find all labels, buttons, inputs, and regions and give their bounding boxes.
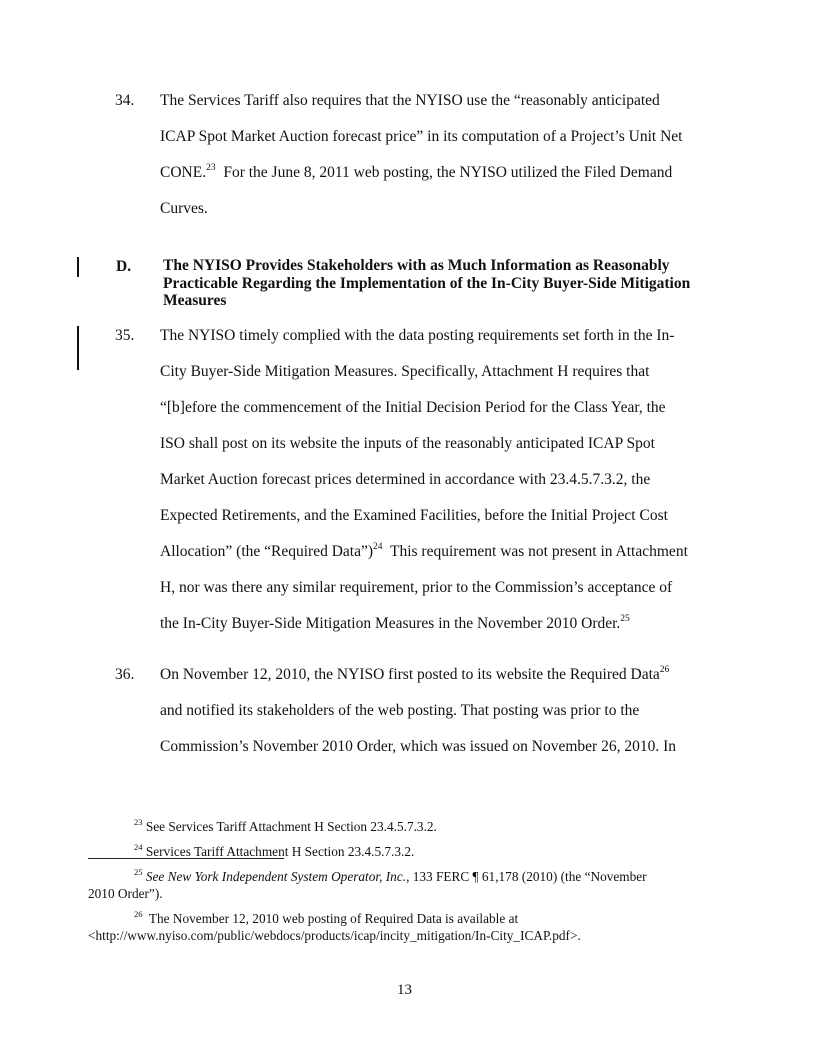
paragraph-36-line-1-text: On November 12, 2010, the NYISO first posted to its website the Required Data (160, 666, 660, 683)
footnote-23-text: See Services Tariff Attachment H Section 23.4.5.7.3.2. (142, 819, 437, 834)
footnote-ref-26: 26 (659, 664, 670, 675)
change-bar (77, 257, 79, 277)
paragraph-34-line-1: The Services Tariff also requires that the NYISO use the “reasonably anticipated (160, 92, 660, 109)
footnote-26-text: The November 12, 2010 web posting of Required Data is available at (142, 911, 519, 926)
footnote-25-text: , 133 FERC ¶ 61,178 (2010) (the “November (406, 869, 647, 884)
paragraph-35-line-1: The NYISO timely complied with the data posting requirements set forth in the In- (160, 327, 675, 344)
paragraph-34-line-3-end: For the June 8, 2011 web posting, the NYISO utilized the Filed Demand (215, 164, 673, 181)
footnote-ref-25: 25 (620, 613, 630, 624)
paragraph-36-line-1 (160, 665, 669, 685)
paragraph-35-line-9 (160, 614, 630, 634)
paragraph-35-line-5: Market Auction forecast prices determined in accordance with 23.4.5.7.3.2, the (160, 471, 651, 488)
paragraph-number-36: 36. (115, 666, 135, 683)
section-heading-d: The NYISO Provides Stakeholders with as Much Information as Reasonably Practicable Regarding the Implementation of the In-City Buyer-Side Mitigation Measures (163, 257, 691, 309)
page-number: 13 (397, 982, 412, 998)
paragraph-number-34: 34. (115, 92, 135, 109)
footnote-marker-25: 25 (134, 866, 143, 877)
paragraph-35-line-7-end: This requirement was not present in Attachment (382, 543, 688, 560)
footnote-ref-24: 24 (373, 541, 383, 552)
footnote-ref-23: 23 (206, 162, 216, 173)
paragraph-34-line-3-start: CONE. (160, 164, 207, 181)
footnote-23 (134, 816, 437, 835)
paragraph-36-line-2: and notified its stakeholders of the web posting. That posting was prior to the (160, 702, 640, 719)
footnote-marker-23: 23 (134, 816, 143, 827)
footnote-26 (134, 908, 519, 927)
footnote-24 (134, 841, 415, 860)
section-heading-letter: D. (116, 258, 132, 275)
paragraph-35-line-3: “[b]efore the commencement of the Initial Decision Period for the Class Year, the (160, 399, 666, 416)
footnote-24-text: Services Tariff Attachment H Section 23.4.5.7.3.2. (142, 844, 415, 859)
change-bar (77, 326, 79, 370)
paragraph-35-line-9-text: the In-City Buyer-Side Mitigation Measures in the November 2010 Order. (160, 615, 621, 632)
paragraph-35-line-2: City Buyer-Side Mitigation Measures. Specifically, Attachment H requires that (160, 363, 650, 380)
paragraph-number-35: 35. (115, 327, 135, 344)
footnote-26-link[interactable]: <http://www.nyiso.com/public/webdocs/products/icap/incity_mitigation/In-City_ICAP.pdf>. (88, 928, 581, 943)
paragraph-35-line-6: Expected Retirements, and the Examined Facilities, before the Initial Project Cost (160, 507, 668, 524)
paragraph-34-line-3 (160, 163, 672, 183)
paragraph-35-line-4: ISO shall post on its website the inputs of the reasonably anticipated ICAP Spot (160, 435, 655, 452)
paragraph-35-line-7-start: Allocation” (the “Required Data”) (160, 543, 374, 560)
paragraph-34-line-4: Curves. (160, 200, 208, 217)
paragraph-36-line-3: Commission’s November 2010 Order, which was issued on November 26, 2010. In (160, 738, 676, 755)
paragraph-35-line-8: H, nor was there any similar requirement, prior to the Commission’s acceptance of (160, 579, 673, 596)
footnote-25-case-name: See New York Independent System Operator, Inc. (142, 869, 407, 884)
footnote-marker-24: 24 (134, 841, 143, 852)
footnote-25-line-2: 2010 Order”). (88, 886, 163, 901)
paragraph-34-line-2: ICAP Spot Market Auction forecast price” in its computation of a Project’s Unit Net (160, 128, 683, 145)
paragraph-35-line-7 (160, 542, 688, 562)
footnote-25 (134, 866, 647, 885)
footnote-marker-26: 26 (134, 908, 143, 919)
